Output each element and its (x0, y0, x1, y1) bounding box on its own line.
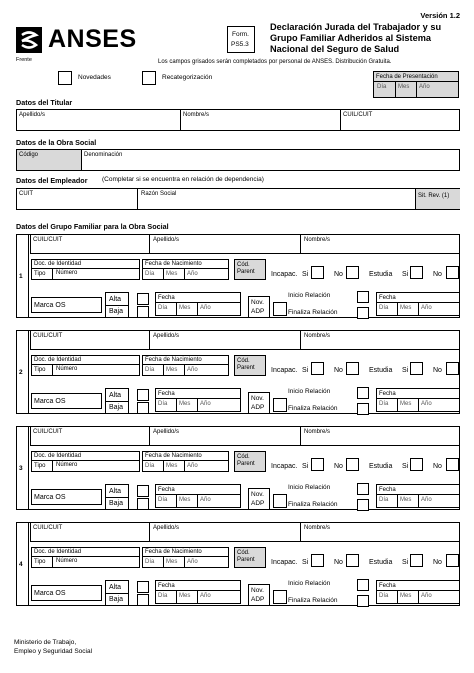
finaliza-relacion-checkbox[interactable] (357, 499, 369, 511)
day-label: Día (379, 497, 389, 503)
birth-date-label: Fecha de Nacimiento (145, 261, 202, 267)
year-label: Año (200, 497, 211, 503)
parentesco-box[interactable] (234, 259, 266, 280)
document-type-label: Tipo (34, 559, 46, 565)
movement-date-box[interactable] (155, 292, 241, 316)
family-member-name-row[interactable] (30, 522, 460, 542)
estudia-no-label: No (433, 463, 442, 470)
day-label: Día (158, 497, 168, 503)
incapac-si-checkbox[interactable] (311, 458, 324, 471)
parent-label: Parent (237, 461, 255, 467)
incapac-si-label: Si (302, 463, 309, 470)
cuil-label: CUIL/CUIT (33, 429, 63, 435)
month-label: Mes (400, 305, 412, 311)
family-member-number: 2 (19, 369, 23, 376)
estudia-no-label: No (433, 559, 442, 566)
year-label: Año (187, 271, 198, 277)
page-side-label: Frente (16, 57, 32, 63)
birth-date-label: Fecha de Nacimiento (145, 549, 202, 555)
adp-label: ADP (251, 596, 265, 603)
nombre-label: Nombre/s (304, 525, 331, 531)
nov-adp-box (248, 584, 270, 606)
apellido-label: Apellido/s (153, 429, 180, 435)
estudia-label: Estudia (369, 463, 393, 470)
document-number-label: Número (56, 366, 78, 372)
alta-baja-box (105, 388, 129, 414)
birth-date-label: Fecha de Nacimiento (145, 357, 202, 363)
document-box[interactable] (31, 451, 140, 472)
inicio-relacion-checkbox[interactable] (357, 483, 369, 495)
cuil-label: CUIL/CUIT (33, 525, 63, 531)
anses-logo (16, 26, 156, 56)
baja-checkbox[interactable] (137, 594, 149, 606)
baja-checkbox[interactable] (137, 306, 149, 318)
alta-checkbox[interactable] (137, 293, 149, 305)
fecha-label: Fecha (379, 295, 396, 301)
footer-ministry-line2: Empleo y Seguridad Social (14, 648, 93, 655)
nombre-label: Nombre/s (304, 237, 331, 243)
family-member-number: 4 (19, 561, 23, 568)
fecha-label: Fecha (158, 583, 175, 589)
month-label: Mes (400, 497, 412, 503)
incapac-si-checkbox[interactable] (311, 362, 324, 375)
incapac-no-label: No (334, 559, 343, 566)
form-title-line1: Declaración Jurada del Trabajador y su (270, 22, 442, 32)
marca-os-label: Marca OS (34, 398, 66, 405)
day-label: Día (145, 559, 155, 565)
incapac-si-label: Si (302, 271, 309, 278)
empleador-note: (Completar si se encuentra en relación de dependencia) (102, 176, 264, 183)
incapac-si-label: Si (302, 559, 309, 566)
incapac-si-checkbox[interactable] (311, 554, 324, 567)
year-label: Año (421, 305, 432, 311)
baja-checkbox[interactable] (137, 498, 149, 510)
parentesco-box[interactable] (234, 355, 266, 376)
estudia-no-checkbox[interactable] (446, 266, 459, 279)
incapac-no-label: No (334, 271, 343, 278)
marca-os-label: Marca OS (34, 302, 66, 309)
incapac-si-checkbox[interactable] (311, 266, 324, 279)
estudia-si-checkbox[interactable] (410, 554, 423, 567)
novedades-checkbox[interactable] (58, 71, 72, 85)
apellido-label: Apellido/s (153, 237, 180, 243)
month-label: Mes (166, 367, 178, 373)
nov-label: Nov. (251, 491, 264, 498)
movement-date-box[interactable] (155, 388, 241, 412)
document-label: Doc. de Identidad (34, 549, 82, 555)
alta-checkbox[interactable] (137, 485, 149, 497)
estudia-no-checkbox[interactable] (446, 362, 459, 375)
novedades-label: Novedades (78, 74, 111, 81)
obra-social-row[interactable]: Código Denominación (16, 149, 460, 171)
day-label: Día (379, 593, 389, 599)
family-member-name-row[interactable] (30, 330, 460, 350)
estudia-si-checkbox[interactable] (410, 458, 423, 471)
alta-baja-box (105, 292, 129, 318)
estudia-label: Estudia (369, 271, 393, 278)
incapac-no-label: No (334, 463, 343, 470)
estudia-no-checkbox[interactable] (446, 458, 459, 471)
alta-label: Alta (109, 584, 122, 591)
incapac-no-label: No (334, 367, 343, 374)
document-number-label: Número (56, 270, 78, 276)
nombre-label: Nombre/s (304, 333, 331, 339)
inicio-relacion-checkbox[interactable] (357, 291, 369, 303)
gray-fields-notice: Los campos grisados serán completados por personal de ANSES. Distribución Gratuita. (158, 59, 392, 65)
document-type-label: Tipo (34, 367, 46, 373)
day-label: Día (145, 271, 155, 277)
incapac-no-checkbox[interactable] (346, 554, 359, 567)
incapac-no-checkbox[interactable] (346, 458, 359, 471)
incapac-no-checkbox[interactable] (346, 266, 359, 279)
nov-adp-box (248, 296, 270, 318)
incapac-label: Incapac. (271, 463, 298, 470)
estudia-si-label: Si (402, 367, 409, 374)
inicio-relacion-checkbox[interactable] (357, 579, 369, 591)
finaliza-relacion-checkbox[interactable] (357, 307, 369, 319)
alta-baja-box (105, 580, 129, 606)
year-label: Año (187, 367, 198, 373)
finaliza-relacion-label: Finaliza Relación (288, 309, 338, 316)
fecha-label: Fecha (379, 391, 396, 397)
movement-date-box[interactable] (155, 484, 241, 508)
year-label: Año (421, 401, 432, 407)
family-member-block (0, 522, 474, 612)
section-grupo-familiar: Datos del Grupo Familiar para la Obra Social (16, 222, 169, 231)
year-label: Año (187, 463, 198, 469)
alta-label: Alta (109, 392, 122, 399)
marca-os-label: Marca OS (34, 590, 66, 597)
year-label: Año (200, 305, 211, 311)
incapac-label: Incapac. (271, 271, 298, 278)
document-box[interactable] (31, 259, 140, 280)
fecha-label: Fecha (158, 487, 175, 493)
estudia-si-checkbox[interactable] (410, 362, 423, 375)
family-member-block (0, 330, 474, 420)
relation-date-box[interactable] (376, 580, 460, 604)
cod-label: Cód. (237, 550, 250, 556)
apellido-label: Apellido/s (153, 333, 180, 339)
section-obra-social: Datos de la Obra Social (16, 138, 97, 147)
nov-label: Nov. (251, 587, 264, 594)
fecha-label: Fecha (379, 583, 396, 589)
parent-label: Parent (237, 269, 255, 275)
nombre-label: Nombre/s (304, 429, 331, 435)
apellido-label: Apellido/s (153, 525, 180, 531)
month-label: Mes (179, 497, 191, 503)
parentesco-box[interactable] (234, 451, 266, 472)
nov-label: Nov. (251, 395, 264, 402)
cod-label: Cód. (237, 454, 250, 460)
document-label: Doc. de Identidad (34, 261, 82, 267)
alta-baja-box (105, 484, 129, 510)
fecha-label: Fecha (158, 391, 175, 397)
month-label: Mes (179, 401, 191, 407)
month-label: Mes (166, 463, 178, 469)
incapac-si-label: Si (302, 367, 309, 374)
alta-checkbox[interactable] (137, 581, 149, 593)
baja-label: Baja (109, 596, 124, 603)
estudia-si-label: Si (402, 559, 409, 566)
form-title-line3: Nacional del Seguro de Salud (270, 44, 400, 54)
day-label: Día (158, 305, 168, 311)
day-label: Día (158, 593, 168, 599)
nov-adp-checkbox[interactable] (273, 302, 287, 316)
family-member-name-row[interactable] (30, 234, 460, 254)
baja-label: Baja (109, 500, 124, 507)
month-label: Mes (166, 271, 178, 277)
document-number-label: Número (56, 462, 78, 468)
birth-date-box[interactable] (142, 355, 229, 376)
estudia-label: Estudia (369, 559, 393, 566)
month-label: Mes (166, 559, 178, 565)
month-label: Mes (400, 401, 412, 407)
family-member-number: 1 (19, 273, 23, 280)
year-label: Año (421, 593, 432, 599)
estudia-no-label: No (433, 367, 442, 374)
document-label: Doc. de Identidad (34, 357, 82, 363)
inicio-relacion-label: Inicio Relación (288, 580, 331, 587)
fecha-label: Fecha (379, 487, 396, 493)
version-label: Versión 1.2 (420, 11, 460, 20)
logo-text: ANSES (48, 25, 137, 53)
month-label: Mes (400, 593, 412, 599)
estudia-no-checkbox[interactable] (446, 554, 459, 567)
document-box[interactable] (31, 355, 140, 376)
month-label: Mes (179, 593, 191, 599)
inicio-relacion-checkbox[interactable] (357, 387, 369, 399)
recategorizacion-label: Recategorización (162, 74, 213, 81)
estudia-si-label: Si (402, 463, 409, 470)
alta-label: Alta (109, 488, 122, 495)
section-titular: Datos del Titular (16, 98, 73, 107)
incapac-no-checkbox[interactable] (346, 362, 359, 375)
day-label: Día (379, 401, 389, 407)
marca-os-label: Marca OS (34, 494, 66, 501)
anses-logo-icon (16, 27, 42, 53)
estudia-si-label: Si (402, 271, 409, 278)
family-member-number: 3 (19, 465, 23, 472)
estudia-label: Estudia (369, 367, 393, 374)
incapac-label: Incapac. (271, 559, 298, 566)
recategorizacion-checkbox[interactable] (142, 71, 156, 85)
form-code-box: Form. PS5.3 (227, 26, 255, 53)
form-title-line2: Grupo Familiar Adheridos al Sistema (270, 33, 431, 43)
document-type-label: Tipo (34, 463, 46, 469)
nov-adp-checkbox[interactable] (273, 590, 287, 604)
birth-date-box[interactable] (142, 451, 229, 472)
fecha-label: Fecha (158, 295, 175, 301)
baja-checkbox[interactable] (137, 402, 149, 414)
cuil-label: CUIL/CUIT (33, 333, 63, 339)
parent-label: Parent (237, 365, 255, 371)
parent-label: Parent (237, 557, 255, 563)
adp-label: ADP (251, 308, 265, 315)
baja-label: Baja (109, 404, 124, 411)
document-box[interactable] (31, 547, 140, 568)
inicio-relacion-label: Inicio Relación (288, 484, 331, 491)
estudia-si-checkbox[interactable] (410, 266, 423, 279)
year-label: Año (200, 593, 211, 599)
nov-adp-box (248, 392, 270, 414)
movement-date-box[interactable] (155, 580, 241, 604)
day-label: Día (145, 463, 155, 469)
titular-row[interactable]: Apellido/s Nombre/s CUIL/CUIT (16, 109, 460, 131)
cod-label: Cód. (237, 262, 250, 268)
family-member-block (0, 234, 474, 324)
nov-adp-checkbox[interactable] (273, 398, 287, 412)
birth-date-box[interactable] (142, 259, 229, 280)
document-type-label: Tipo (34, 271, 46, 277)
day-label: Día (158, 401, 168, 407)
alta-checkbox[interactable] (137, 389, 149, 401)
year-label: Año (421, 497, 432, 503)
section-empleador: Datos del Empleador (16, 176, 88, 185)
relation-date-box[interactable] (376, 388, 460, 412)
finaliza-relacion-label: Finaliza Relación (288, 597, 338, 604)
incapac-label: Incapac. (271, 367, 298, 374)
adp-label: ADP (251, 500, 265, 507)
finaliza-relacion-checkbox[interactable] (357, 403, 369, 415)
birth-date-box[interactable] (142, 547, 229, 568)
nov-adp-box (248, 488, 270, 510)
empleador-row[interactable]: CUIT Razón Social Sit. Rev. (1) (16, 188, 460, 210)
year-label: Año (200, 401, 211, 407)
finaliza-relacion-label: Finaliza Relación (288, 501, 338, 508)
day-label: Día (379, 305, 389, 311)
document-number-label: Número (56, 558, 78, 564)
estudia-no-label: No (433, 271, 442, 278)
month-label: Mes (179, 305, 191, 311)
family-member-name-row[interactable] (30, 426, 460, 446)
footer-ministry-line1: Ministerio de Trabajo, (14, 639, 77, 646)
family-member-block (0, 426, 474, 516)
inicio-relacion-label: Inicio Relación (288, 388, 331, 395)
presentation-date-box[interactable]: Fecha de Presentación Día Mes Año (373, 71, 459, 98)
document-label: Doc. de Identidad (34, 453, 82, 459)
relation-date-box[interactable] (376, 484, 460, 508)
relation-date-box[interactable] (376, 292, 460, 316)
parentesco-box[interactable] (234, 547, 266, 568)
finaliza-relacion-checkbox[interactable] (357, 595, 369, 607)
adp-label: ADP (251, 404, 265, 411)
inicio-relacion-label: Inicio Relación (288, 292, 331, 299)
baja-label: Baja (109, 308, 124, 315)
birth-date-label: Fecha de Nacimiento (145, 453, 202, 459)
day-label: Día (145, 367, 155, 373)
alta-label: Alta (109, 296, 122, 303)
year-label: Año (187, 559, 198, 565)
finaliza-relacion-label: Finaliza Relación (288, 405, 338, 412)
nov-adp-checkbox[interactable] (273, 494, 287, 508)
cod-label: Cód. (237, 358, 250, 364)
nov-label: Nov. (251, 299, 264, 306)
cuil-label: CUIL/CUIT (33, 237, 63, 243)
